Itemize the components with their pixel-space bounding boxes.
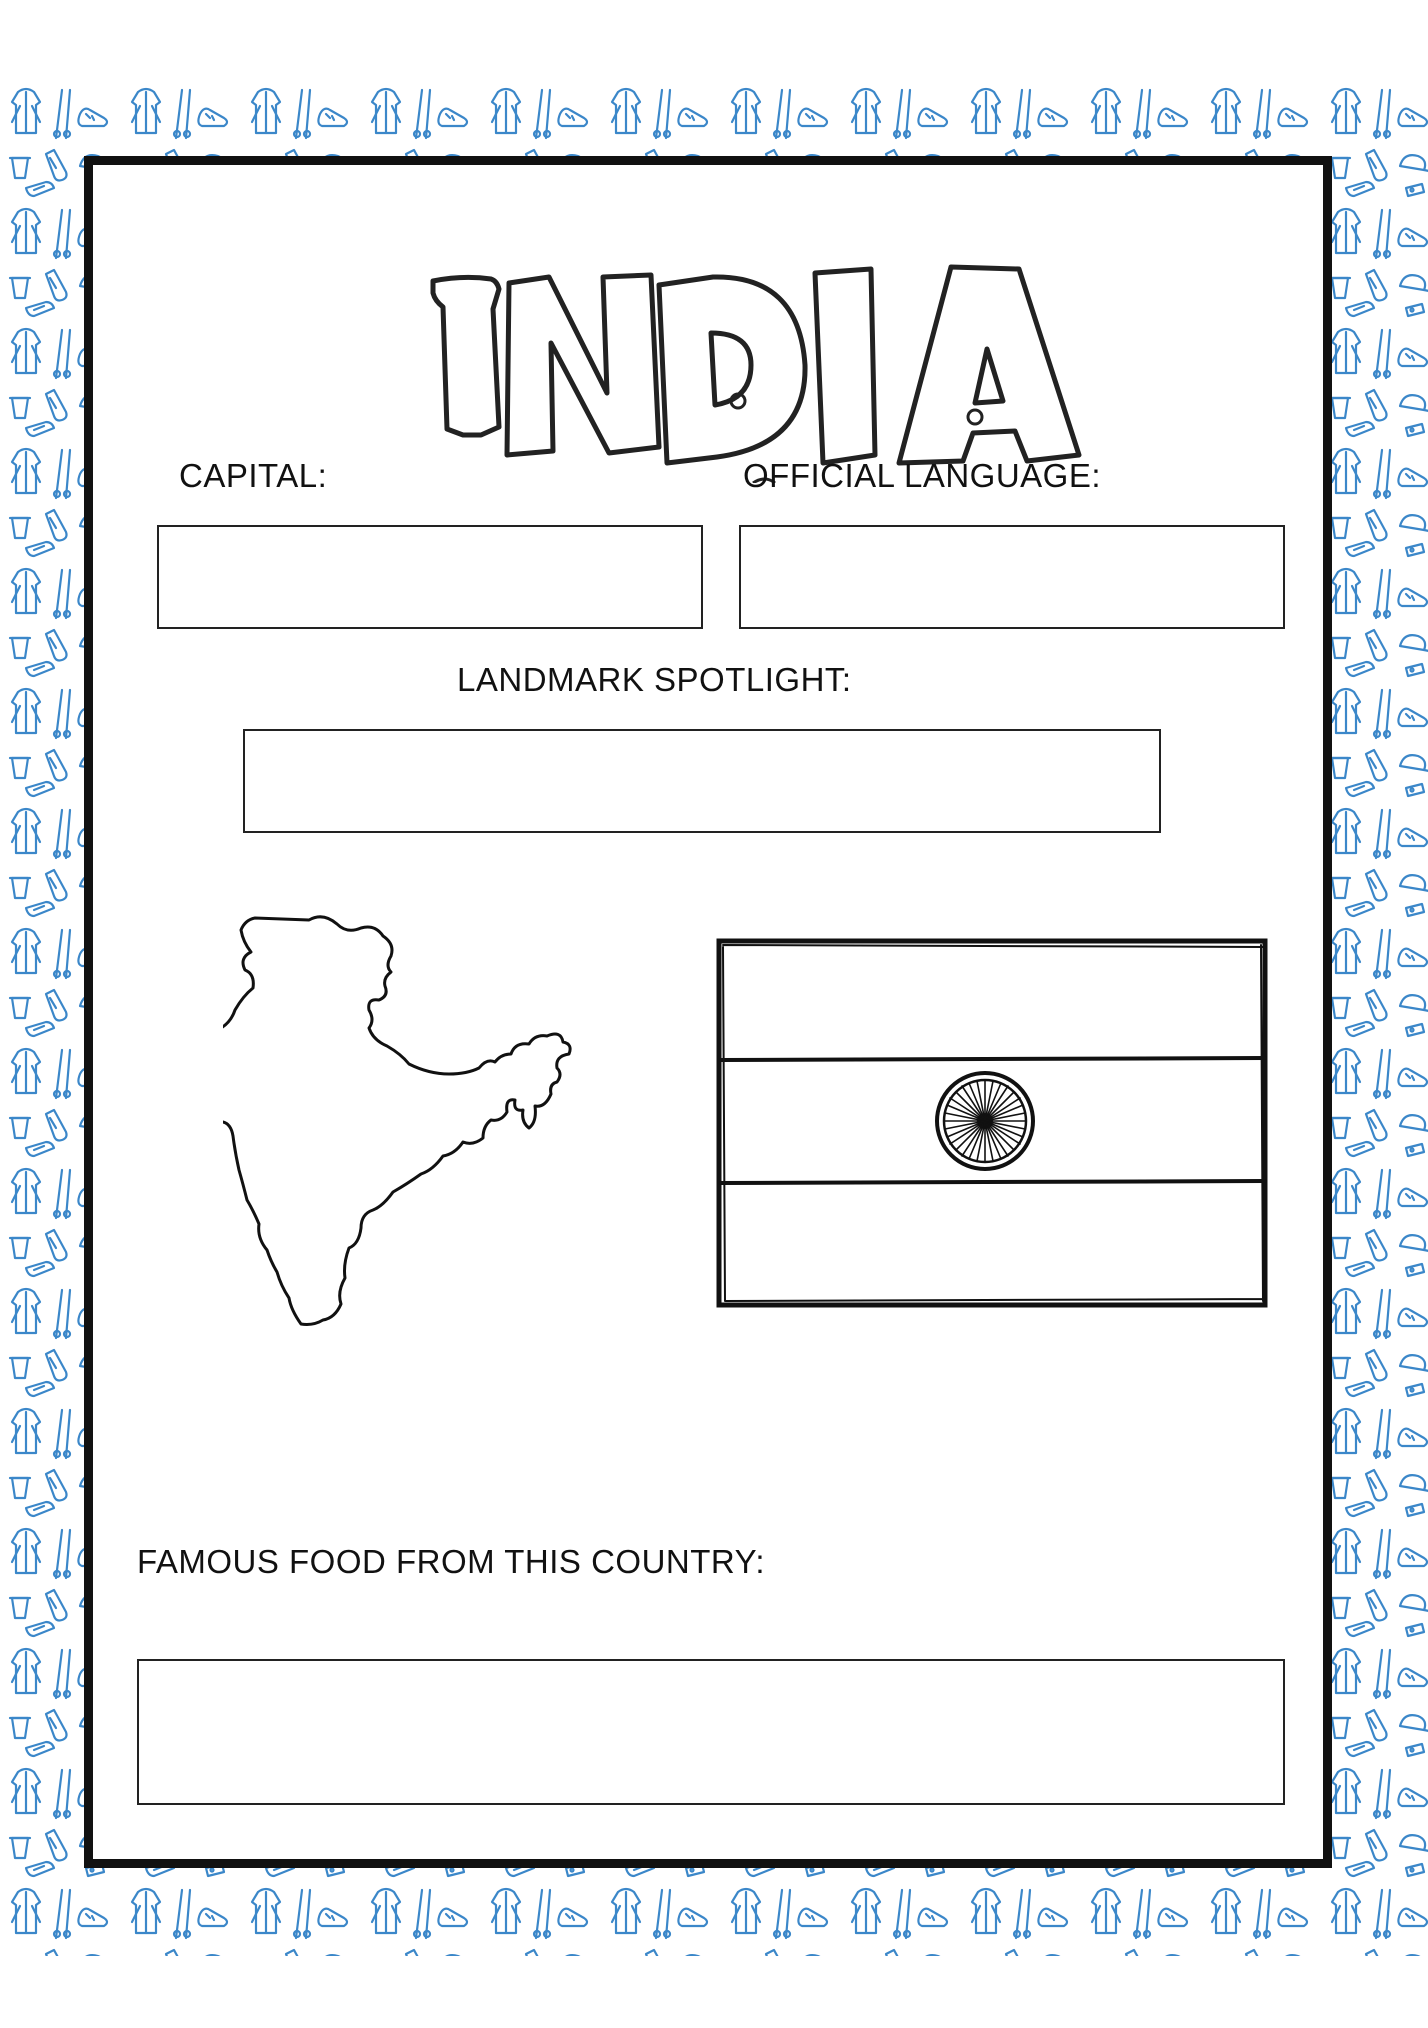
india-map-outline-icon [223,910,663,1390]
country-title [423,213,1163,483]
india-flag-icon [713,935,1273,1315]
famous-food-label: FAMOUS FOOD FROM THIS COUNTRY: [137,1543,765,1580]
capital-label: CAPITAL: [179,457,328,494]
landmark-spotlight-label: LANDMARK SPOTLIGHT: [457,661,852,698]
official-language-answer-box[interactable] [739,525,1285,629]
official-language-label: OFFICIAL LANGUAGE: [743,457,1102,494]
landmark-answer-box[interactable] [243,729,1161,833]
famous-food-answer-box[interactable] [137,1659,1285,1805]
capital-answer-box[interactable] [157,525,703,629]
worksheet-page [84,156,1332,1868]
